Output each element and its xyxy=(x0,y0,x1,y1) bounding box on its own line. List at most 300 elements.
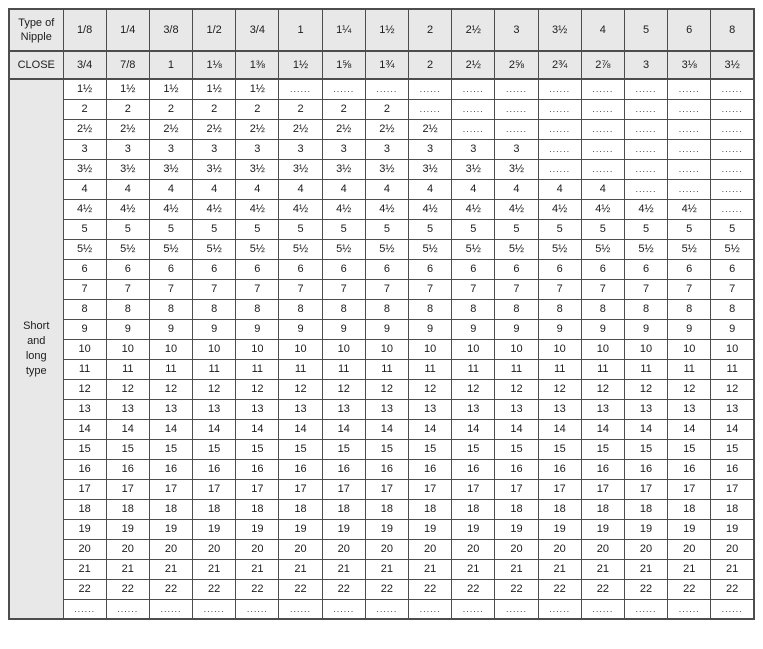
length-cell: 8 xyxy=(668,299,711,319)
length-cell: 21 xyxy=(581,559,624,579)
length-cell: 5½ xyxy=(409,239,452,259)
length-cell: 7 xyxy=(581,279,624,299)
length-cell: 8 xyxy=(581,299,624,319)
column-header: 1/4 xyxy=(106,9,149,51)
dots-cell: ...... xyxy=(495,119,538,139)
length-cell: 7 xyxy=(63,279,106,299)
column-header: 2½ xyxy=(452,9,495,51)
length-cell: 3 xyxy=(365,139,408,159)
length-cell: 15 xyxy=(322,439,365,459)
length-cell: 8 xyxy=(711,299,754,319)
length-cell: 18 xyxy=(236,499,279,519)
length-cell: 19 xyxy=(106,519,149,539)
length-cell: 10 xyxy=(236,339,279,359)
length-cell: 6 xyxy=(236,259,279,279)
length-cell: 4½ xyxy=(452,199,495,219)
length-cell: 13 xyxy=(711,399,754,419)
close-value-cell: 2¾ xyxy=(538,51,581,79)
dots-cell: ...... xyxy=(711,179,754,199)
length-cell: 14 xyxy=(365,419,408,439)
length-cell: 2½ xyxy=(279,119,322,139)
length-cell: 22 xyxy=(322,579,365,599)
length-cell: 5½ xyxy=(495,239,538,259)
length-cell: 9 xyxy=(106,319,149,339)
length-cell: 19 xyxy=(711,519,754,539)
dots-cell: ...... xyxy=(668,599,711,619)
length-cell: 8 xyxy=(63,299,106,319)
length-cell: 15 xyxy=(106,439,149,459)
column-header: 3/8 xyxy=(149,9,192,51)
length-cell: 10 xyxy=(495,339,538,359)
length-cell: 14 xyxy=(279,419,322,439)
length-cell: 16 xyxy=(538,459,581,479)
length-cell: 4 xyxy=(581,179,624,199)
length-cell: 18 xyxy=(322,499,365,519)
length-cell: 16 xyxy=(409,459,452,479)
length-cell: 10 xyxy=(624,339,667,359)
length-cell: 13 xyxy=(365,399,408,419)
length-cell: 8 xyxy=(193,299,236,319)
length-cell: 5½ xyxy=(236,239,279,259)
length-cell: 16 xyxy=(279,459,322,479)
length-cell: 9 xyxy=(452,319,495,339)
length-cell: 22 xyxy=(193,579,236,599)
length-cell: 16 xyxy=(495,459,538,479)
length-cell: 18 xyxy=(409,499,452,519)
column-header: 1/8 xyxy=(63,9,106,51)
dots-cell: ...... xyxy=(409,79,452,99)
table-row xyxy=(9,299,754,319)
length-cell: 18 xyxy=(279,499,322,519)
length-cell: 18 xyxy=(624,499,667,519)
length-cell: 15 xyxy=(149,439,192,459)
dots-cell: ...... xyxy=(452,99,495,119)
length-cell: 13 xyxy=(495,399,538,419)
length-cell: 13 xyxy=(236,399,279,419)
length-cell: 18 xyxy=(581,499,624,519)
length-cell: 17 xyxy=(279,479,322,499)
length-cell: 10 xyxy=(668,339,711,359)
length-cell: 22 xyxy=(711,579,754,599)
length-cell: 16 xyxy=(452,459,495,479)
length-cell: 4½ xyxy=(279,199,322,219)
length-cell: 14 xyxy=(322,419,365,439)
length-cell: 11 xyxy=(193,359,236,379)
length-cell: 10 xyxy=(279,339,322,359)
length-cell: 11 xyxy=(322,359,365,379)
length-cell: 12 xyxy=(365,379,408,399)
length-cell: 5 xyxy=(409,219,452,239)
dots-cell: ...... xyxy=(668,139,711,159)
table-row xyxy=(9,499,754,519)
length-cell: 5 xyxy=(63,219,106,239)
length-cell: 21 xyxy=(63,559,106,579)
length-cell: 14 xyxy=(106,419,149,439)
length-cell: 10 xyxy=(711,339,754,359)
length-cell: 12 xyxy=(236,379,279,399)
dots-cell: ...... xyxy=(495,79,538,99)
dots-cell: ...... xyxy=(668,179,711,199)
length-cell: 15 xyxy=(63,439,106,459)
length-cell: 3 xyxy=(193,139,236,159)
length-cell: 3½ xyxy=(63,159,106,179)
length-cell: 7 xyxy=(538,279,581,299)
length-cell: 12 xyxy=(409,379,452,399)
table-row xyxy=(9,419,754,439)
length-cell: 14 xyxy=(538,419,581,439)
length-cell: 16 xyxy=(668,459,711,479)
length-cell: 4 xyxy=(365,179,408,199)
table-row xyxy=(9,479,754,499)
dots-cell: ...... xyxy=(711,79,754,99)
length-cell: 19 xyxy=(495,519,538,539)
length-cell: 6 xyxy=(63,259,106,279)
length-cell: 5 xyxy=(452,219,495,239)
length-cell: 13 xyxy=(581,399,624,419)
dots-cell: ...... xyxy=(581,599,624,619)
column-header: 6 xyxy=(668,9,711,51)
row-group-label: Short and long type xyxy=(9,79,63,619)
length-cell: 13 xyxy=(668,399,711,419)
length-cell: 11 xyxy=(452,359,495,379)
length-cell: 21 xyxy=(538,559,581,579)
length-cell: 8 xyxy=(279,299,322,319)
length-cell: 13 xyxy=(538,399,581,419)
length-cell: 17 xyxy=(365,479,408,499)
length-cell: 5 xyxy=(106,219,149,239)
length-cell: 17 xyxy=(581,479,624,499)
table-row xyxy=(9,239,754,259)
length-cell: 3½ xyxy=(452,159,495,179)
length-cell: 4 xyxy=(538,179,581,199)
length-cell: 5½ xyxy=(711,239,754,259)
length-cell: 2 xyxy=(106,99,149,119)
length-cell: 19 xyxy=(581,519,624,539)
dots-cell: ...... xyxy=(538,119,581,139)
length-cell: 9 xyxy=(624,319,667,339)
length-cell: 2½ xyxy=(149,119,192,139)
length-cell: 4½ xyxy=(495,199,538,219)
length-cell: 8 xyxy=(409,299,452,319)
length-cell: 11 xyxy=(495,359,538,379)
table-row xyxy=(9,199,754,219)
length-cell: 10 xyxy=(538,339,581,359)
length-cell: 11 xyxy=(711,359,754,379)
length-cell: 16 xyxy=(193,459,236,479)
length-cell: 11 xyxy=(668,359,711,379)
table-row xyxy=(9,379,754,399)
length-cell: 18 xyxy=(452,499,495,519)
length-cell: 12 xyxy=(624,379,667,399)
corner-cell-type-of-nipple: Type of Nipple xyxy=(9,9,63,51)
length-cell: 6 xyxy=(624,259,667,279)
length-cell: 21 xyxy=(193,559,236,579)
table-header xyxy=(9,9,754,51)
dots-cell: ...... xyxy=(63,599,106,619)
length-cell: 15 xyxy=(193,439,236,459)
table-row xyxy=(9,319,754,339)
length-cell: 18 xyxy=(63,499,106,519)
length-cell: 7 xyxy=(279,279,322,299)
table-row xyxy=(9,599,754,619)
length-cell: 6 xyxy=(279,259,322,279)
length-cell: 9 xyxy=(279,319,322,339)
length-cell: 14 xyxy=(624,419,667,439)
dots-cell: ...... xyxy=(452,599,495,619)
length-cell: 5½ xyxy=(193,239,236,259)
dots-cell: ...... xyxy=(452,79,495,99)
dots-cell: ...... xyxy=(106,599,149,619)
length-cell: 17 xyxy=(193,479,236,499)
length-cell: 10 xyxy=(365,339,408,359)
column-header: 3½ xyxy=(538,9,581,51)
length-cell: 20 xyxy=(365,539,408,559)
dots-cell: ...... xyxy=(538,99,581,119)
length-cell: 17 xyxy=(409,479,452,499)
length-cell: 12 xyxy=(668,379,711,399)
length-cell: 9 xyxy=(668,319,711,339)
length-cell: 16 xyxy=(624,459,667,479)
length-cell: 17 xyxy=(495,479,538,499)
length-cell: 16 xyxy=(322,459,365,479)
length-cell: 3 xyxy=(236,139,279,159)
length-cell: 4½ xyxy=(581,199,624,219)
dots-cell: ...... xyxy=(322,79,365,99)
length-cell: 19 xyxy=(624,519,667,539)
length-cell: 5 xyxy=(149,219,192,239)
length-cell: 5 xyxy=(711,219,754,239)
header-row xyxy=(9,9,754,51)
dots-cell: ...... xyxy=(538,139,581,159)
length-cell: 3½ xyxy=(409,159,452,179)
length-cell: 14 xyxy=(581,419,624,439)
length-cell: 18 xyxy=(149,499,192,519)
length-cell: 20 xyxy=(106,539,149,559)
length-cell: 14 xyxy=(149,419,192,439)
length-cell: 2½ xyxy=(365,119,408,139)
dots-cell: ...... xyxy=(711,139,754,159)
length-cell: 3 xyxy=(279,139,322,159)
dots-cell: ...... xyxy=(409,99,452,119)
column-header: 3 xyxy=(495,9,538,51)
length-cell: 7 xyxy=(193,279,236,299)
length-cell: 17 xyxy=(236,479,279,499)
length-cell: 13 xyxy=(624,399,667,419)
length-cell: 13 xyxy=(279,399,322,419)
length-cell: 13 xyxy=(409,399,452,419)
close-value-cell: 2½ xyxy=(452,51,495,79)
dots-cell: ...... xyxy=(624,119,667,139)
table-row xyxy=(9,439,754,459)
length-cell: 8 xyxy=(322,299,365,319)
length-cell: 5½ xyxy=(538,239,581,259)
close-value-cell: 1⅝ xyxy=(322,51,365,79)
length-cell: 5½ xyxy=(452,239,495,259)
length-cell: 22 xyxy=(106,579,149,599)
length-cell: 10 xyxy=(63,339,106,359)
length-cell: 16 xyxy=(63,459,106,479)
length-cell: 7 xyxy=(624,279,667,299)
length-cell: 6 xyxy=(365,259,408,279)
column-header: 1½ xyxy=(365,9,408,51)
length-cell: 2½ xyxy=(193,119,236,139)
length-cell: 11 xyxy=(581,359,624,379)
length-cell: 15 xyxy=(409,439,452,459)
dots-cell: ...... xyxy=(668,159,711,179)
dots-cell: ...... xyxy=(495,99,538,119)
length-cell: 2 xyxy=(322,99,365,119)
length-cell: 20 xyxy=(581,539,624,559)
length-cell: 20 xyxy=(322,539,365,559)
column-header: 1 xyxy=(279,9,322,51)
length-cell: 9 xyxy=(322,319,365,339)
length-cell: 15 xyxy=(236,439,279,459)
length-cell: 21 xyxy=(236,559,279,579)
table-row xyxy=(9,339,754,359)
length-cell: 4½ xyxy=(624,199,667,219)
length-cell: 2½ xyxy=(63,119,106,139)
length-cell: 11 xyxy=(149,359,192,379)
dots-cell: ...... xyxy=(581,99,624,119)
length-cell: 17 xyxy=(106,479,149,499)
dots-cell: ...... xyxy=(322,599,365,619)
dots-cell: ...... xyxy=(624,159,667,179)
length-cell: 4½ xyxy=(409,199,452,219)
length-cell: 4 xyxy=(236,179,279,199)
close-value-cell: 1¾ xyxy=(365,51,408,79)
length-cell: 1½ xyxy=(106,79,149,99)
column-header: 5 xyxy=(624,9,667,51)
length-cell: 15 xyxy=(624,439,667,459)
close-value-cell: 7/8 xyxy=(106,51,149,79)
length-cell: 9 xyxy=(63,319,106,339)
column-header: 2 xyxy=(409,9,452,51)
column-header: 1/2 xyxy=(193,9,236,51)
length-cell: 20 xyxy=(149,539,192,559)
table-row xyxy=(9,539,754,559)
length-cell: 11 xyxy=(409,359,452,379)
length-cell: 21 xyxy=(668,559,711,579)
dots-cell: ...... xyxy=(495,599,538,619)
length-cell: 21 xyxy=(711,559,754,579)
dots-cell: ...... xyxy=(711,159,754,179)
length-cell: 1½ xyxy=(193,79,236,99)
close-value-cell: 3½ xyxy=(711,51,754,79)
length-cell: 13 xyxy=(452,399,495,419)
close-row xyxy=(9,51,754,79)
dots-cell: ...... xyxy=(581,139,624,159)
length-cell: 18 xyxy=(106,499,149,519)
column-header: 4 xyxy=(581,9,624,51)
length-cell: 21 xyxy=(106,559,149,579)
length-cell: 9 xyxy=(236,319,279,339)
length-cell: 12 xyxy=(106,379,149,399)
length-cell: 11 xyxy=(624,359,667,379)
length-cell: 15 xyxy=(711,439,754,459)
length-cell: 3½ xyxy=(365,159,408,179)
length-cell: 3 xyxy=(495,139,538,159)
length-cell: 5½ xyxy=(365,239,408,259)
length-cell: 5½ xyxy=(322,239,365,259)
length-cell: 6 xyxy=(149,259,192,279)
length-cell: 4½ xyxy=(236,199,279,219)
length-cell: 4½ xyxy=(538,199,581,219)
table-body xyxy=(9,51,754,619)
length-cell: 5½ xyxy=(581,239,624,259)
length-cell: 10 xyxy=(581,339,624,359)
dots-cell: ...... xyxy=(581,119,624,139)
dots-cell: ...... xyxy=(711,119,754,139)
length-cell: 22 xyxy=(365,579,408,599)
length-cell: 18 xyxy=(365,499,408,519)
length-cell: 6 xyxy=(581,259,624,279)
length-cell: 22 xyxy=(495,579,538,599)
close-value-cell: 2⅞ xyxy=(581,51,624,79)
length-cell: 4 xyxy=(279,179,322,199)
column-header: 8 xyxy=(711,9,754,51)
dots-cell: ...... xyxy=(711,199,754,219)
length-cell: 3 xyxy=(322,139,365,159)
length-cell: 10 xyxy=(106,339,149,359)
length-cell: 15 xyxy=(495,439,538,459)
length-cell: 12 xyxy=(495,379,538,399)
table-row xyxy=(9,579,754,599)
dots-cell: ...... xyxy=(668,79,711,99)
length-cell: 11 xyxy=(63,359,106,379)
length-cell: 18 xyxy=(711,499,754,519)
length-cell: 5 xyxy=(668,219,711,239)
length-cell: 9 xyxy=(581,319,624,339)
length-cell: 1½ xyxy=(63,79,106,99)
length-cell: 19 xyxy=(149,519,192,539)
length-cell: 11 xyxy=(236,359,279,379)
length-cell: 20 xyxy=(452,539,495,559)
length-cell: 2½ xyxy=(409,119,452,139)
length-cell: 1½ xyxy=(149,79,192,99)
length-cell: 17 xyxy=(668,479,711,499)
length-cell: 4½ xyxy=(668,199,711,219)
length-cell: 14 xyxy=(711,419,754,439)
length-cell: 8 xyxy=(149,299,192,319)
table-row xyxy=(9,219,754,239)
length-cell: 12 xyxy=(149,379,192,399)
length-cell: 19 xyxy=(322,519,365,539)
length-cell: 17 xyxy=(538,479,581,499)
close-value-cell: 1 xyxy=(149,51,192,79)
length-cell: 20 xyxy=(63,539,106,559)
length-cell: 12 xyxy=(193,379,236,399)
length-cell: 12 xyxy=(452,379,495,399)
length-cell: 16 xyxy=(236,459,279,479)
length-cell: 18 xyxy=(193,499,236,519)
length-cell: 7 xyxy=(322,279,365,299)
length-cell: 4½ xyxy=(193,199,236,219)
table-row xyxy=(9,399,754,419)
length-cell: 9 xyxy=(409,319,452,339)
length-cell: 5 xyxy=(624,219,667,239)
length-cell: 3½ xyxy=(149,159,192,179)
length-cell: 14 xyxy=(495,419,538,439)
length-cell: 8 xyxy=(624,299,667,319)
length-cell: 3½ xyxy=(279,159,322,179)
length-cell: 19 xyxy=(668,519,711,539)
length-cell: 5½ xyxy=(624,239,667,259)
close-value-cell: 3/4 xyxy=(63,51,106,79)
length-cell: 8 xyxy=(538,299,581,319)
length-cell: 21 xyxy=(495,559,538,579)
length-cell: 8 xyxy=(236,299,279,319)
dots-cell: ...... xyxy=(452,119,495,139)
